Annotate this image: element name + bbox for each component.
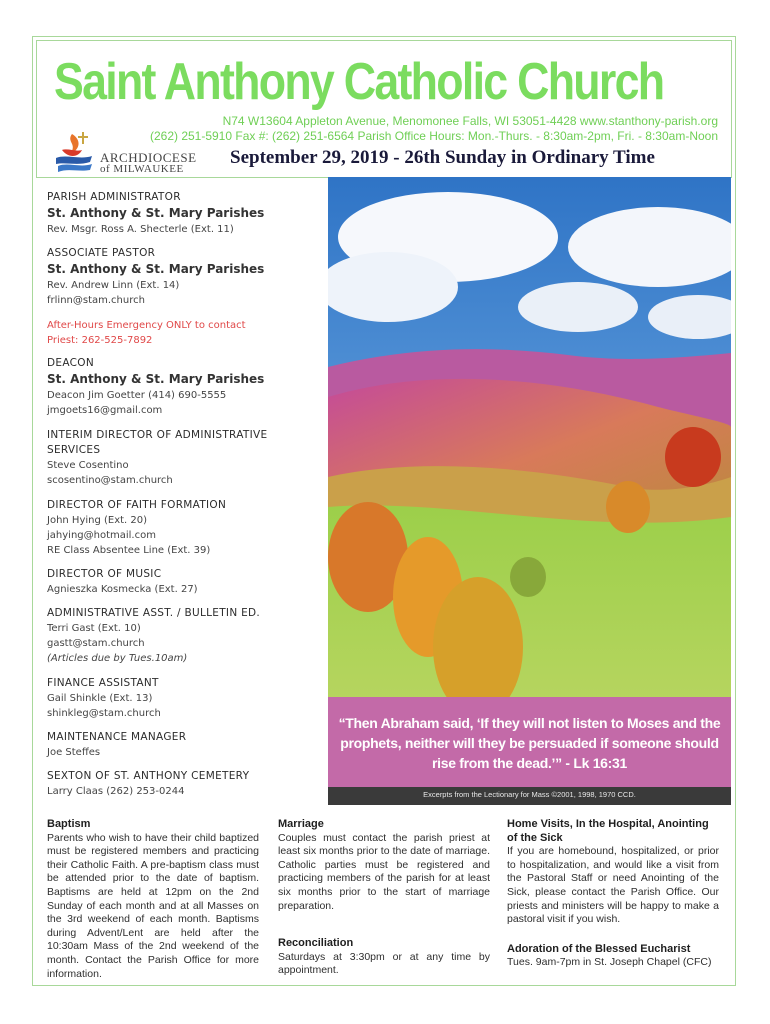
staff-email[interactable]: shinkleg@stam.church xyxy=(47,708,161,719)
associate-pastor xyxy=(47,246,264,308)
baptism-title: Baptism xyxy=(47,818,91,830)
section-heading: DEACON xyxy=(47,357,94,369)
baptism-text: Parents who wish to have their child baptized must be registered members and practicing their Catholic Faith. A pre-baptism class must be attended prior to the date of baptism. Baptisms are held at 12pm on the 2nd Sunday of each month and at all Masses on the 3rd weekend of each month. Baptisms during Advent/Lent are held after the 10:30am Mass of the 2nd weekend of the month. Contact the Parish Office for more information. xyxy=(47,831,259,980)
staff-line: Deacon Jim Goetter (414) 690-5555 xyxy=(47,390,227,401)
emergency-contact xyxy=(47,318,246,348)
section-subheading: St. Anthony & St. Mary Parishes xyxy=(47,372,265,386)
sexton xyxy=(47,769,249,799)
interim-director xyxy=(47,428,267,488)
section-heading: DIRECTOR OF MUSIC xyxy=(47,568,162,580)
staff-email[interactable]: gastt@stam.church xyxy=(47,638,145,649)
section-heading: MAINTENANCE MANAGER xyxy=(47,731,187,743)
home-visits-section xyxy=(507,818,719,970)
scripture-quote: “Then Abraham said, ‘If they will not listen to Moses and the prophets, neither will they be persuaded if someone should rise from the dead.’” - Lk 16:31 xyxy=(338,715,721,771)
staff-email[interactable]: jmgoets16@gmail.com xyxy=(47,405,163,416)
staff-line: Rev. Msgr. Ross A. Shecterle (Ext. 11) xyxy=(47,224,234,235)
lectionary-credit: Excerpts from the Lectionary for Mass ©2001, 1998, 1970 CCD. xyxy=(423,790,636,799)
section-subheading: St. Anthony & St. Mary Parishes xyxy=(47,206,265,220)
home-visits-title: Home Visits, In the Hospital, Anointing of the Sick xyxy=(507,818,709,844)
administrative-assistant xyxy=(47,606,260,666)
adoration-text: Tues. 9am-7pm in St. Joseph Chapel (CFC) xyxy=(507,956,712,969)
logo-text-archdiocese: ARCHDIOCESE xyxy=(100,150,197,165)
issue-date: September 29, 2019 - 26th Sunday in Ordinary Time xyxy=(230,147,655,168)
emergency-note: After-Hours Emergency ONLY to contact xyxy=(47,320,246,331)
director-music xyxy=(47,567,198,597)
emergency-phone: Priest: 262-525-7892 xyxy=(47,335,153,346)
home-visits-text: If you are homebound, hospitalized, or prior to hospitalization, and would like a visit from the Pastoral Staff or need Anointing of the Sick, please contact the Parish Office. Our priests and ministers will be happy to make a pastoral visit if you wish. xyxy=(507,845,719,926)
marriage-text: Couples must contact the parish priest at least six months prior to the date of marriage. Catholic parties must be registered and practicing members of the parish for at least six months prior to the start of marriage preparation. xyxy=(278,831,490,912)
maintenance-manager xyxy=(47,730,186,760)
deacon xyxy=(47,356,264,418)
section-heading-cont: SERVICES xyxy=(47,444,101,456)
section-heading: DIRECTOR OF FAITH FORMATION xyxy=(47,499,227,511)
staff-line: John Hying (Ext. 20) xyxy=(47,515,148,526)
staff-line: Rev. Andrew Linn (Ext. 14) xyxy=(47,280,180,291)
logo-text-milwaukee: of MILWAUKEE xyxy=(100,163,184,175)
autumn-landscape-image xyxy=(328,177,731,805)
address-line: N74 W13604 Appleton Avenue, Menomonee Falls, WI 53051-4428 www.stanthony-parish.org xyxy=(222,114,718,128)
staff-line: Joe Steffes xyxy=(47,747,101,758)
reconciliation-text: Saturdays at 3:30pm or at any time by appointment. xyxy=(278,950,490,977)
staff-line: Agnieszka Kosmecka (Ext. 27) xyxy=(47,584,198,595)
section-subheading: St. Anthony & St. Mary Parishes xyxy=(47,262,265,276)
staff-line: Larry Claas (262) 253-0244 xyxy=(47,786,185,797)
baptism-section xyxy=(47,818,259,981)
section-heading: FINANCE ASSISTANT xyxy=(47,677,159,689)
church-name: Saint Anthony Catholic Church xyxy=(54,53,664,111)
staff-line: Terri Gast (Ext. 10) xyxy=(47,623,141,634)
section-heading: INTERIM DIRECTOR OF ADMINISTRATIVE xyxy=(47,429,268,441)
staff-email[interactable]: scosentino@stam.church xyxy=(47,475,173,486)
parish-administrator xyxy=(47,190,264,237)
staff-line: Steve Cosentino xyxy=(47,460,129,471)
section-heading: PARISH ADMINISTRATOR xyxy=(47,191,181,203)
section-heading: ADMINISTRATIVE ASST. / BULLETIN ED. xyxy=(47,607,261,619)
marriage-section xyxy=(278,818,490,978)
staff-line: Gail Shinkle (Ext. 13) xyxy=(47,693,153,704)
marriage-title: Marriage xyxy=(278,818,324,830)
staff-email[interactable]: frlinn@stam.church xyxy=(47,295,145,306)
staff-line: (Articles due by Tues.10am) xyxy=(47,653,188,664)
staff-line: RE Class Absentee Line (Ext. 39) xyxy=(47,545,211,556)
section-heading: ASSOCIATE PASTOR xyxy=(47,247,156,259)
reconciliation-title: Reconciliation xyxy=(278,937,354,950)
section-heading: SEXTON OF ST. ANTHONY CEMETERY xyxy=(47,770,250,782)
director-faith-formation xyxy=(47,498,226,558)
finance-assistant xyxy=(47,676,161,721)
contact-line: (262) 251-5910 Fax #: (262) 251-6564 Parish Office Hours: Mon.-Thurs. - 8:30am-2pm, Fri. - 8:30am-Noon xyxy=(149,129,718,143)
adoration-title: Adoration of the Blessed Eucharist xyxy=(507,942,691,955)
staff-email[interactable]: jahying@hotmail.com xyxy=(47,530,156,541)
